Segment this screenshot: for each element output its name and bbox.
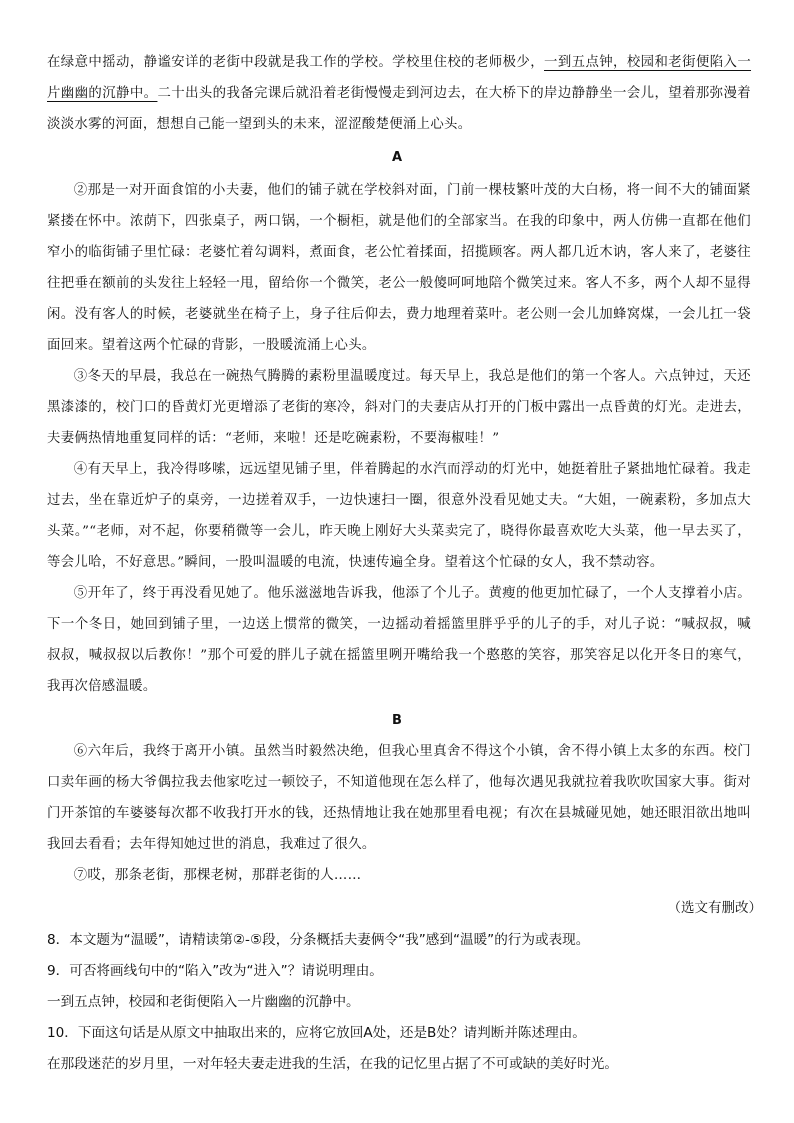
passage-section-b bbox=[47, 736, 751, 891]
question-9-quote: 一到五点钟，校园和老街便陷入一片幽幽的沉静中。 bbox=[47, 994, 360, 1010]
intro-text-2: 二十出头的我备完课后就沿着老街慢慢走到河边去，在大桥下的岸边静静坐一会儿，望着那弥漫着淡淡水雾的河面，想想自己能一望到头的未来，涩涩酸楚便涌上心头。 bbox=[47, 86, 751, 132]
intro-paragraph bbox=[47, 47, 751, 140]
question-10: 10．下面这句话是从原文中抽取出来的，应将它放回A处，还是B处？请判断并陈述理由。 bbox=[47, 1025, 586, 1041]
question-9: 9．可否将画线句中的“陷入”改为“进入”？请说明理由。 bbox=[47, 963, 383, 979]
questions-block bbox=[47, 925, 767, 1080]
section-mark-b: B bbox=[392, 713, 402, 728]
paragraph-4: ④有天早上，我冷得哆嗦，远远望见铺子里，伴着腾起的水汽而浮动的灯光中，她挺着肚子紧拙地忙碌着。我走过去，坐在靠近炉子的桌旁，一边搓着双手，一边快速扫一圈，很意外没看见她丈夫。“大姐，一碗素粉，多加点大头菜。”“老师，对不起，你要稍微等一会儿，昨天晚上刚好大头菜卖完了，晓得你最喜欢吃大头菜，他一早去买了，等会儿哈，不好意思。”瞬间，一股叫温暖的电流，快速传遍全身。望着这个忙碌的女人，我不禁动容。 bbox=[47, 462, 751, 570]
source-note: （选文有删改） bbox=[667, 900, 762, 916]
question-10-quote: 在那段迷茫的岁月里，一对年轻夫妻走进我的生活，在我的记忆里占据了不可或缺的美好时光。 bbox=[47, 1056, 618, 1072]
passage-section-a bbox=[47, 175, 751, 702]
paragraph-2: ②那是一对开面食馆的小夫妻，他们的铺子就在学校斜对面，门前一棵枝繁叶茂的大白杨，将一间不大的铺面紧紧搂在怀中。浓荫下，四张桌子，两口锅，一个橱柜，就是他们的全部家当。在我的印象中，两人仿佛一直都在他们窄小的临街铺子里忙碌：老婆忙着勾调料，煮面食，老公忙着揉面，招揽顾客。两人都几近木讷，客人来了，老婆往往把垂在额前的头发往上轻轻一甩，留给你一个微笑，老公一般傻呵呵地陪个微笑过来。客人不多，两个人却不显得闲。没有客人的时候，老婆就坐在椅子上，身子往后仰去，费力地理着菜叶。老公则一会儿加蜂窝煤，一会儿扛一袋面回来。望着这两个忙碌的背影，一股暖流涌上心头。 bbox=[47, 183, 751, 353]
question-8: 8．本文题为“温暖”，请精读第②-⑤段，分条概括夫妻俩令“我”感到“温暖”的行为或表现。 bbox=[47, 932, 590, 948]
section-mark-a: A bbox=[391, 150, 403, 165]
passage-intro bbox=[47, 47, 751, 140]
paragraph-3: ③冬天的早晨，我总在一碗热气腾腾的素粉里温暖度过。每天早上，我总是他们的第一个客人。六点钟过，天还黑漆漆的，校门口的昏黄灯光更增添了老街的寒冷，斜对门的夫妻店从打开的门板中露出一点昏黄的灯光。走进去，夫妻俩热情地重复同样的话：“老师，来啦！还是吃碗素粉，不要海椒哇！” bbox=[47, 369, 751, 446]
paragraph-5: ⑤开年了，终于再没看见她了。他乐滋滋地告诉我，他添了个儿子。黄瘦的他更加忙碌了，一个人支撑着小店。下一个冬日，她回到铺子里，一边送上惯常的微笑，一边摇动着摇篮里胖乎乎的儿子的手，对儿子说：“喊叔叔，喊叔叔，喊叔叔以后教你！”那个可爱的胖儿子就在摇篮里咧开嘴给我一个憨憨的笑容，那笑容足以化开冬日的寒气，我再次倍感温暖。 bbox=[47, 586, 751, 694]
paragraph-7: ⑦哎，那条老街，那棵老树，那群老街的人…… bbox=[73, 868, 362, 883]
underlined-sentence: 一到五点钟，校园和老街便陷入一片幽幽的沉静中。 bbox=[47, 55, 752, 101]
intro-text-1: 在绿意中摇动，静谧安详的老街中段就是我工作的学校。学校里住校的老师极少， bbox=[47, 55, 545, 70]
paragraph-6: ⑥六年后，我终于离开小镇。虽然当时毅然决绝，但我心里真舍不得这个小镇，舍不得小镇上太多的东西。校门口卖年画的杨大爷偶拉我去他家吃过一顿饺子，不知道他现在怎么样了，他每次遇见我就拉着我吹吹国家大事。街对门开茶馆的车婆婆每次都不收我打开水的钱，还热情地让我在她那里看电视；有次在县城碰见她，她还眼泪欲出地叫我回去看看；去年得知她过世的消息，我难过了很久。 bbox=[47, 744, 751, 852]
